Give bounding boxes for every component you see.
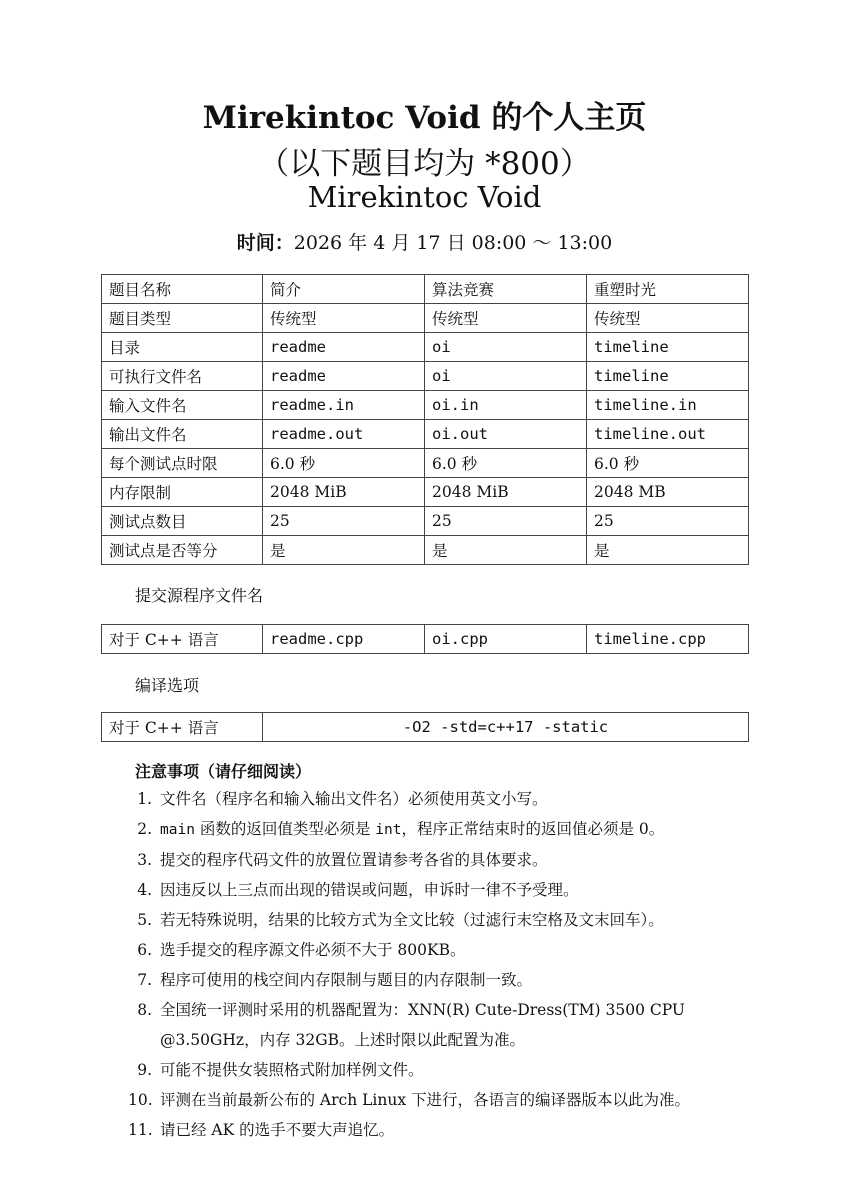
note-number: 3.	[137, 851, 152, 869]
table-cell: 6.0 秒	[425, 449, 587, 478]
table-row	[102, 478, 749, 507]
note-number: 9.	[137, 1061, 152, 1079]
compile-options-label: 编译选项	[135, 676, 200, 695]
row-header-cell: 输出文件名	[102, 420, 263, 449]
table-row	[102, 713, 749, 742]
note-text	[160, 814, 748, 845]
table-cell: oi.cpp	[425, 625, 587, 654]
note-text	[160, 905, 748, 935]
note-item	[128, 905, 748, 935]
inline-code: main	[160, 822, 195, 838]
table-cell: timeline	[587, 333, 749, 362]
note-item	[128, 875, 748, 905]
table-cell: 传统型	[587, 304, 749, 333]
submit-filename-table	[101, 624, 749, 654]
table-cell: 是	[263, 536, 425, 565]
table-cell: 算法竞赛	[425, 275, 587, 304]
row-header-cell: 测试点数目	[102, 507, 263, 536]
table-cell: 传统型	[425, 304, 587, 333]
table-row	[102, 391, 749, 420]
note-text	[160, 1115, 748, 1145]
note-text-part: 函数的返回值类型必须是	[194, 820, 376, 838]
table-cell: 是	[587, 536, 749, 565]
note-text-line: @3.50GHz，内存 32GB。上述时限以此配置为准。	[160, 1031, 526, 1049]
note-text	[160, 1085, 748, 1115]
table-row	[102, 333, 749, 362]
table-cell: oi.in	[425, 391, 587, 420]
submit-filename-label: 提交源程序文件名	[135, 586, 264, 605]
table-cell: timeline.cpp	[587, 625, 749, 654]
note-text-line: 若无特殊说明，结果的比较方式为全文比较（过滤行末空格及文末回车）。	[160, 911, 664, 929]
note-number: 6.	[137, 941, 152, 959]
table-cell: 25	[587, 507, 749, 536]
table-cell: oi	[425, 333, 587, 362]
notes-heading: 注意事项（请仔细阅读）	[135, 762, 312, 781]
notes-list	[128, 784, 748, 1145]
table-cell: oi.out	[425, 420, 587, 449]
note-text	[160, 1055, 748, 1085]
table-cell: 25	[425, 507, 587, 536]
note-text	[160, 935, 748, 965]
table-cell: readme	[263, 333, 425, 362]
note-text-line: 因违反以上三点而出现的错误或问题，申诉时一律不予受理。	[160, 881, 579, 899]
page-title: Mirekintoc Void 的个人主页	[202, 100, 647, 136]
row-header-cell: 内存限制	[102, 478, 263, 507]
table-cell: 6.0 秒	[263, 449, 425, 478]
author-name: Mirekintoc Void	[307, 180, 542, 214]
table-row	[102, 362, 749, 391]
table-row	[102, 536, 749, 565]
table-cell: 是	[425, 536, 587, 565]
table-row	[102, 304, 749, 333]
table-cell: 2048 MB	[587, 478, 749, 507]
note-text-line: 全国统一评测时采用的机器配置为：XNN(R) Cute-Dress(TM) 3500 CPU	[160, 1001, 685, 1019]
table-cell: 传统型	[263, 304, 425, 333]
table-cell: 简介	[263, 275, 425, 304]
note-text-line: 提交的程序代码文件的放置位置请参考各省的具体要求。	[160, 851, 548, 869]
table-cell: 25	[263, 507, 425, 536]
note-item	[128, 784, 748, 814]
note-number: 11.	[128, 1121, 153, 1139]
note-item	[128, 845, 748, 875]
row-header-cell: 可执行文件名	[102, 362, 263, 391]
table-cell: oi	[425, 362, 587, 391]
note-item	[128, 814, 748, 845]
note-item	[128, 1085, 748, 1115]
note-text	[160, 875, 748, 905]
table-cell: 对于 C++ 语言	[102, 713, 263, 742]
inline-code: int	[375, 822, 402, 838]
contest-time	[0, 228, 849, 255]
compile-options-table	[101, 712, 749, 742]
note-text	[160, 965, 748, 995]
note-text-part: ，程序正常结束时的返回值必须是 0。	[401, 820, 665, 838]
row-header-cell: 输入文件名	[102, 391, 263, 420]
page-title-line2: （以下题目均为 *800）	[258, 146, 591, 182]
table-cell: 6.0 秒	[587, 449, 749, 478]
table-cell: readme.in	[263, 391, 425, 420]
row-header-cell: 测试点是否等分	[102, 536, 263, 565]
note-text-line: 程序可使用的栈空间内存限制与题目的内存限制一致。	[160, 971, 533, 989]
note-text	[160, 784, 748, 814]
note-text-line: 选手提交的程序源文件必须不大于 800KB。	[160, 941, 466, 959]
table-cell: 重塑时光	[587, 275, 749, 304]
note-number: 8.	[137, 1001, 152, 1019]
note-number: 5.	[137, 911, 152, 929]
note-text	[160, 995, 748, 1055]
note-text-line: 文件名（程序名和输入输出文件名）必须使用英文小写。	[160, 790, 548, 808]
note-item	[128, 935, 748, 965]
note-text-line: 请已经 AK 的选手不要大声追忆。	[160, 1121, 395, 1139]
note-text	[160, 845, 748, 875]
note-item	[128, 1055, 748, 1085]
row-header-cell: 每个测试点时限	[102, 449, 263, 478]
row-header-cell: 题目名称	[102, 275, 263, 304]
table-row	[102, 275, 749, 304]
table-cell: readme.cpp	[263, 625, 425, 654]
note-item	[128, 965, 748, 995]
note-number: 2.	[137, 820, 152, 838]
time-value: 2026 年 4 月 17 日 08:00 ～ 13:00	[293, 232, 613, 254]
time-label: 时间：	[236, 232, 294, 254]
problem-info-table	[101, 274, 749, 565]
note-text-line: 评测在当前最新公布的 Arch Linux 下进行，各语言的编译器版本以此为准。	[160, 1091, 691, 1109]
note-item	[128, 995, 748, 1055]
table-cell: readme	[263, 362, 425, 391]
note-number: 7.	[137, 971, 152, 989]
table-row	[102, 507, 749, 536]
note-number: 10.	[128, 1091, 153, 1109]
table-row	[102, 625, 749, 654]
note-number: 1.	[137, 790, 152, 808]
table-cell: 对于 C++ 语言	[102, 625, 263, 654]
table-cell: timeline.out	[587, 420, 749, 449]
row-header-cell: 目录	[102, 333, 263, 362]
row-header-cell: 题目类型	[102, 304, 263, 333]
note-number: 4.	[137, 881, 152, 899]
table-cell: timeline	[587, 362, 749, 391]
table-cell: timeline.in	[587, 391, 749, 420]
note-text-line: 可能不提供女装照格式附加样例文件。	[160, 1061, 424, 1079]
table-row	[102, 449, 749, 478]
table-cell: 2048 MiB	[263, 478, 425, 507]
table-row	[102, 420, 749, 449]
table-cell: readme.out	[263, 420, 425, 449]
table-cell: 2048 MiB	[425, 478, 587, 507]
table-cell: -O2 -std=c++17 -static	[263, 713, 749, 742]
note-item	[128, 1115, 748, 1145]
